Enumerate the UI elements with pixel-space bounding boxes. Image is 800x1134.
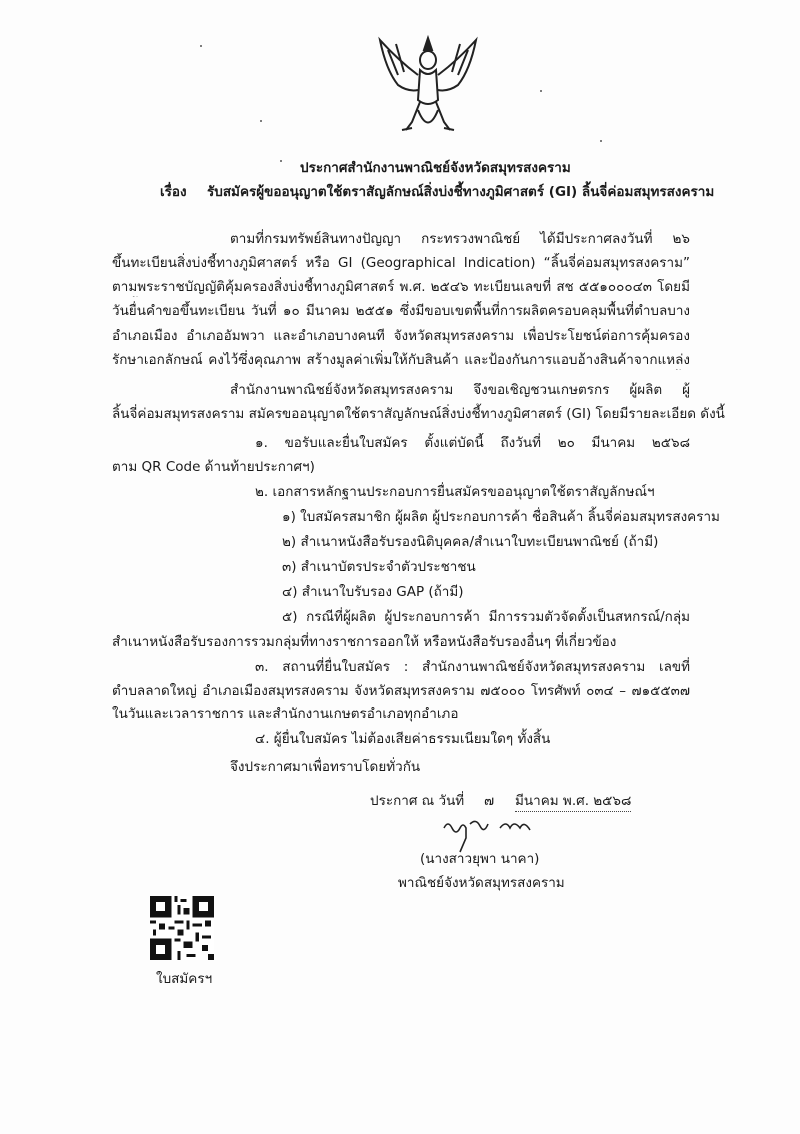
paragraph1-line: ตามที่กรมทรัพย์สินทางปัญญา กระทรวงพาณิชย์ ได้มีประกาศลงวันที่ ๒๖ xyxy=(230,231,690,247)
garuda-emblem-icon xyxy=(368,30,488,140)
item1-line: ตาม QR Code ด้านท้ายประกาศฯ) xyxy=(112,459,315,475)
closing-text: จึงประกาศมาเพื่อทราบโดยทั่วกัน xyxy=(230,759,421,775)
signer-name: (นางสาวยุพา นาคา) xyxy=(420,851,540,867)
item2-subitem5-line: ๕) กรณีที่ผู้ผลิต ผู้ประกอบการค้า มีการรวมตัวจัดตั้งเป็นสหกรณ์/กลุ่ม xyxy=(282,609,690,625)
paragraph1-line: รักษาเอกลักษณ์ คงไว้ซึ่งคุณภาพ สร้างมูลค่าเพิ่มให้กับสินค้า และป้องกันการแอบอ้างสินค้าจากแหล่ง xyxy=(112,352,690,368)
item2-heading: ๒. เอกสารหลักฐานประกอบการยื่นสมัครขออนุญาตใช้ตราสัญลักษณ์ฯ xyxy=(255,484,655,500)
paragraph2-line: ลิ้นจี่ค่อมสมุทรสงคราม สมัครขออนุญาตใช้ตราสัญลักษณ์สิ่งบ่งชี้ทางภูมิศาสตร์ (GI) โดยมีรายละเอียด ดังนี้ xyxy=(112,406,725,422)
subject-text: รับสมัครผู้ขออนุญาตใช้ตราสัญลักษณ์สิ่งบ่งชี้ทางภูมิศาสตร์ (GI) ลิ้นจี่ค่อมสมุทรสงคราม xyxy=(207,184,715,200)
item3-line: ในวันและเวลาราชการ และสำนักงานเกษตรอำเภอทุกอำเภอ xyxy=(112,706,459,722)
qr-code-icon[interactable] xyxy=(150,893,214,963)
paragraph1-line: ตามพระราชบัญญัติคุ้มครองสิ่งบ่งชี้ทางภูมิศาสตร์ พ.ศ. ๒๕๔๖ ทะเบียนเลขที่ สช ๕๕๑๐๐๐๔๓ โดยมี xyxy=(112,279,690,295)
paragraph2-line: สำนักงานพาณิชย์จังหวัดสมุทรสงคราม จึงขอเชิญชวนเกษตรกร ผู้ผลิต ผู้ xyxy=(230,382,690,398)
date-day: ๗ xyxy=(484,793,495,809)
scan-speck xyxy=(280,160,282,162)
scan-speck xyxy=(200,45,202,47)
announcement-title: ประกาศสำนักงานพาณิชย์จังหวัดสมุทรสงคราม xyxy=(300,160,571,176)
scan-speck xyxy=(260,120,262,122)
item3-line: ๓. สถานที่ยื่นใบสมัคร : สำนักงานพาณิชย์จังหวัดสมุทรสงคราม เลขที่ xyxy=(255,659,690,675)
date-month-year: มีนาคม พ.ศ. ๒๕๖๘ xyxy=(515,791,631,812)
item2-subitem: ๑) ใบสมัครสมาชิก ผู้ผลิต ผู้ประกอบการค้า ชื่อสินค้า ลิ้นจี่ค่อมสมุทรสงคราม xyxy=(282,509,720,525)
item2-subitem: ๒) สำเนาหนังสือรับรองนิติบุคคล/สำเนาใบทะเบียนพาณิชย์ (ถ้ามี) xyxy=(282,534,659,550)
paragraph1-line: ขึ้นทะเบียนสิ่งบ่งชี้ทางภูมิศาสตร์ หรือ GI (Geographical Indication) “ลิ้นจี่ค่อมสมุทรสงคราม” xyxy=(112,255,690,271)
qr-caption: ใบสมัครฯ xyxy=(156,971,213,987)
item4-text: ๔. ผู้ยื่นใบสมัคร ไม่ต้องเสียค่าธรรมเนียมใดๆ ทั้งสิ้น xyxy=(255,731,551,747)
paragraph1-line: วันยื่นคำขอขึ้นทะเบียน วันที่ ๑๐ มีนาคม ๒๕๕๑ ซึ่งมีขอบเขตพื้นที่การผลิตครอบคลุมพื้นที่ตำบลบาง xyxy=(112,303,690,319)
signature-image xyxy=(440,814,560,854)
item3-line: ตำบลลาดใหญ่ อำเภอเมืองสมุทรสงคราม จังหวัดสมุทรสงคราม ๗๕๐๐๐ โทรศัพท์ ๐๓๔ – ๗๑๕๕๓๗ xyxy=(112,683,690,699)
date-prefix: ประกาศ ณ วันที่ xyxy=(370,793,465,809)
paragraph1-line: อำเภอเมือง อำเภออัมพวา และอำเภอบางคนที จังหวัดสมุทรสงคราม เพื่อประโยชน์ต่อการคุ้มครอง xyxy=(112,328,690,344)
item1-line: ๑. ขอรับและยื่นใบสมัคร ตั้งแต่บัดนี้ ถึงวันที่ ๒๐ มีนาคม ๒๕๖๘ xyxy=(255,435,690,451)
item2-subitem: ๓) สำเนาบัตรประจำตัวประชาชน xyxy=(282,559,476,575)
scan-speck xyxy=(540,90,542,92)
subject-label: เรื่อง xyxy=(160,184,187,200)
item2-subitem: ๔) สำเนาใบรับรอง GAP (ถ้ามี) xyxy=(282,584,464,600)
item2-subitem5-line: สำเนาหนังสือรับรองการรวมกลุ่มที่ทางราชการออกให้ หรือหนังสือรับรองอื่นๆ ที่เกี่ยวข้อง xyxy=(112,634,617,650)
qr-code-block[interactable] xyxy=(150,893,214,987)
signer-position: พาณิชย์จังหวัดสมุทรสงคราม xyxy=(398,875,565,891)
scan-speck xyxy=(600,140,602,142)
